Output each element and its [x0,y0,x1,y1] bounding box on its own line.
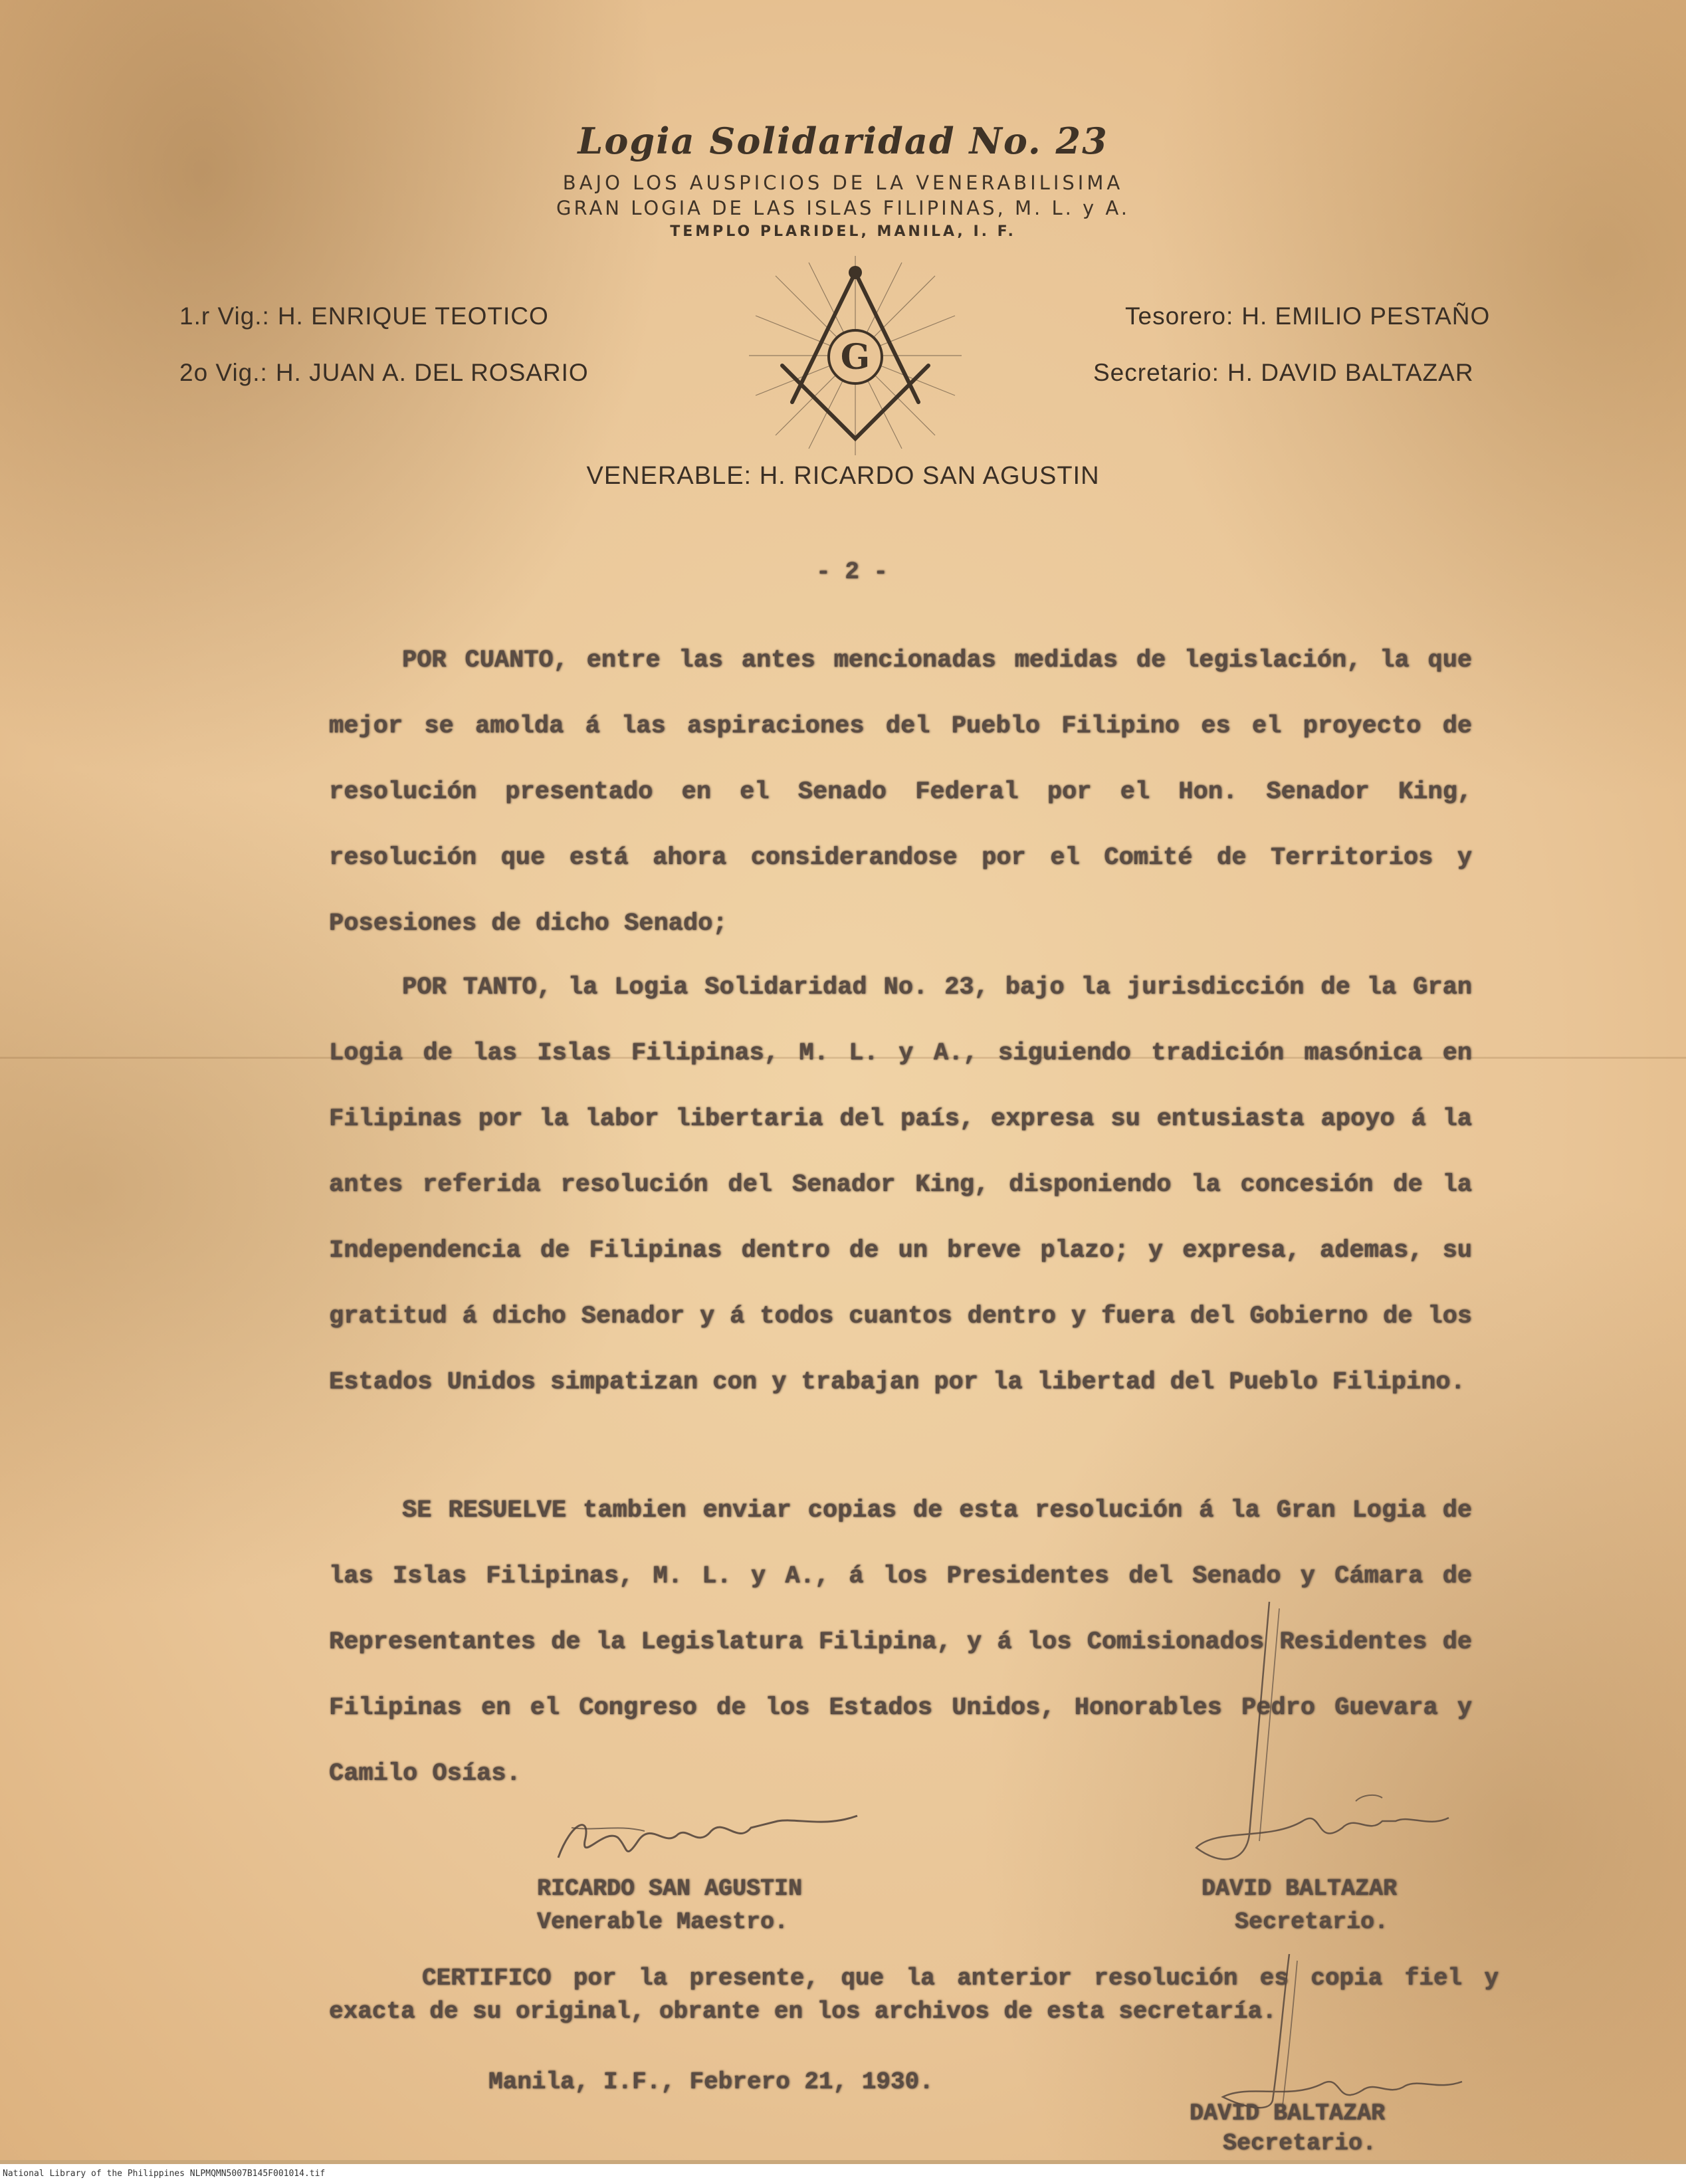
venerable-label: VENERABLE: [586,462,752,490]
officer-name: H. ENRIQUE TEOTICO [277,302,549,330]
officer-treasurer [1125,302,1490,330]
officer-label: Secretario: [1093,359,1219,386]
paragraph-text: POR CUANTO, entre las antes mencionadas medidas de legislación, la que mejor se amolda á las aspiraciones del Pueblo Filipino es el proyecto de resolución presentado en el Senado Federal por el Hon. Senador King, resolución que está ahora considerandose por el Comité de Territorios y Posesiones de dicho Senado; [329,647,1472,938]
officer-name: H. EMILIO PESTAÑO [1241,302,1491,330]
emblem-letter: G [840,337,871,378]
signature-david-baltazar-1 [1156,1582,1502,1901]
certifier-name: DAVID BALTAZAR [1190,2100,1386,2127]
left-signatory-name: RICARDO SAN AGUSTIN [537,1876,803,1902]
temple-address: TEMPLO PLARIDEL, MANILA, I. F. [670,223,1016,240]
certification-paragraph [329,1962,1499,2028]
signature-ricardo-san-agustin [545,1801,891,1874]
left-signatory-title: Venerable Maestro. [537,1909,789,1935]
right-signatory-title: Secretario. [1235,1909,1389,1935]
officer-name: H. DAVID BALTAZAR [1227,359,1474,386]
auspices-line-2: GRAN LOGIA DE LAS ISLAS FILIPINAS, M. L. y A. [556,197,1130,219]
right-signatory-name: DAVID BALTAZAR [1202,1876,1398,1902]
square-and-compass-emblem [736,249,975,462]
officer-secretary [1093,359,1474,387]
page-number: - 2 - [816,558,889,586]
officer-label: 1.r Vig.: [179,302,270,330]
venerable-master [0,462,1686,491]
officer-label: 2o Vig.: [179,359,268,386]
officer-name: H. JUAN A. DEL ROSARIO [275,359,589,386]
place-and-date: Manila, I.F., Febrero 21, 1930. [488,2068,934,2096]
archive-footer: National Library of the Philippines NLPMQMN5007B145F001014.tif [0,2164,1686,2184]
paragraph-por-tanto [329,955,1472,1416]
certification-text: CERTIFICO por la presente, que la anterior resolución es copia fiel y exacta de su original, obrante en los archivos de esta secretaría. [329,1965,1499,2025]
auspices-line-1: BAJO LOS AUSPICIOS DE LA VENERABILISIMA [562,171,1124,194]
certifier-title: Secretario. [1223,2130,1377,2157]
paragraph-por-cuanto [329,628,1472,957]
officer-label: Tesorero: [1125,302,1234,330]
officer-second-warden [179,359,589,387]
paragraph-text: SE RESUELVE tambien enviar copias de esta resolución á la Gran Logia de las Islas Filipinas, M. L. y A., á los Presidentes del Senado y Cámara de Representantes de la Legislatura Filipina, y á los Comisionados Residentes de Filipinas en el Congreso de los Estados Unidos, Honorables Pedro Guevara y Camilo Osías. [329,1497,1472,1788]
venerable-name: H. RICARDO SAN AGUSTIN [759,462,1100,490]
lodge-name: Logia Solidaridad No. 23 [578,120,1108,162]
paragraph-text: POR TANTO, la Logia Solidaridad No. 23, bajo la jurisdicción de la Gran Logia de las Islas Filipinas, M. L. y A., siguiendo tradición masónica en Filipinas por la labor libertaria del país, expresa su entusiasta apoyo á la antes referida resolución del Senador King, disponiendo la concesión de la Independencia de Filipinas dentro de un breve plazo; y expresa, ademas, su gratitud á dicho Senador y á todos cuantos dentro y fuera del Gobierno de los Estados Unidos simpatizan con y trabajan por la libertad del Pueblo Filipino. [329,974,1472,1396]
officer-first-warden [179,302,549,330]
